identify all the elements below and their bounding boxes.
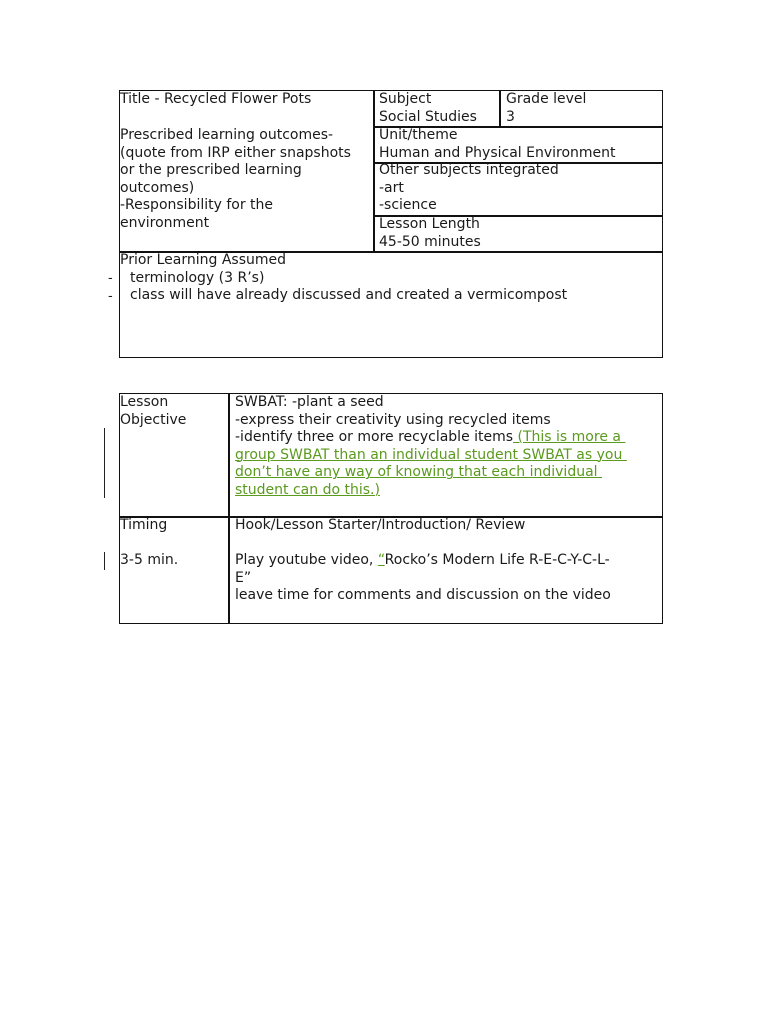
other-subjects-cell xyxy=(379,162,661,215)
timing-label: Timing xyxy=(120,517,168,533)
objective-text: -identify three or more recyclable items xyxy=(235,429,514,446)
other-subject-item: -science xyxy=(379,197,437,214)
list-bullet: - xyxy=(108,271,113,286)
objective-label-cell xyxy=(120,394,226,429)
hook-line: E” xyxy=(235,569,252,586)
lesson-length-label: Lesson Length xyxy=(379,216,480,232)
timing-value: 3-5 min. xyxy=(120,552,179,569)
subject-cell xyxy=(379,91,497,126)
other-subjects-label: Other subjects integrated xyxy=(379,162,559,178)
objective-line: SWBAT: -plant a seed xyxy=(235,394,384,410)
title-cell xyxy=(120,91,372,109)
review-comment: student can do this.) xyxy=(235,481,380,498)
review-comment: don’t have any way of knowing that each individual xyxy=(235,464,602,481)
review-comment: (This is more a xyxy=(513,429,626,446)
outcomes-line: Prescribed learning outcomes- xyxy=(120,127,334,143)
change-bar xyxy=(104,428,105,498)
objective-label: Lesson xyxy=(120,394,169,410)
outcomes-line: environment xyxy=(120,214,210,231)
lesson-length-cell xyxy=(379,216,661,251)
divider xyxy=(228,393,230,624)
grade-cell xyxy=(506,91,660,126)
hook-prefix: Play youtube video, xyxy=(235,552,378,569)
hook-title: Hook/Lesson Starter/Introduction/ Review xyxy=(235,517,526,533)
list-bullet: - xyxy=(108,289,113,304)
review-comment: group SWBAT than an individual student SWBAT as you xyxy=(235,446,627,463)
prior-learning-item: class will have already discussed and created a vermicompost xyxy=(130,287,568,304)
lesson-title: Title - Recycled Flower Pots xyxy=(120,91,312,107)
other-subject-item: -art xyxy=(379,179,404,196)
unit-label: Unit/theme xyxy=(379,127,458,143)
grade-value: 3 xyxy=(506,108,515,125)
prior-learning-item: terminology (3 R’s) xyxy=(130,269,265,286)
subject-label: Subject xyxy=(379,91,432,107)
unit-cell xyxy=(379,127,661,162)
objective-label: Objective xyxy=(120,411,187,428)
outcomes-line: (quote from IRP either snapshots xyxy=(120,144,351,161)
grade-label: Grade level xyxy=(506,91,587,107)
prior-learning-cell xyxy=(120,252,660,305)
lesson-length-value: 45-50 minutes xyxy=(379,233,481,250)
subject-value: Social Studies xyxy=(379,108,477,125)
change-bar xyxy=(104,552,105,570)
tracked-change-mark: “ xyxy=(377,552,385,569)
objective-line xyxy=(235,429,661,447)
prior-learning-label: Prior Learning Assumed xyxy=(120,252,287,268)
objective-line: -express their creativity using recycled items xyxy=(235,411,551,428)
outcomes-line: -Responsibility for the xyxy=(120,197,274,214)
hook-line xyxy=(235,552,661,570)
hook-video-title: Rocko’s Modern Life R-E-C-Y-C-L- xyxy=(384,552,610,569)
divider xyxy=(499,90,501,126)
outcomes-line: or the prescribed learning xyxy=(120,162,302,179)
hook-cell xyxy=(235,517,661,605)
outcomes-line: outcomes) xyxy=(120,179,195,196)
unit-value: Human and Physical Environment xyxy=(379,144,616,161)
objective-cell xyxy=(235,394,661,500)
outcomes-cell xyxy=(120,127,372,233)
divider xyxy=(373,90,375,252)
spacer xyxy=(235,535,661,553)
spacer xyxy=(120,535,226,553)
timing-cell xyxy=(120,517,226,570)
hook-line: leave time for comments and discussion on the video xyxy=(235,587,611,604)
